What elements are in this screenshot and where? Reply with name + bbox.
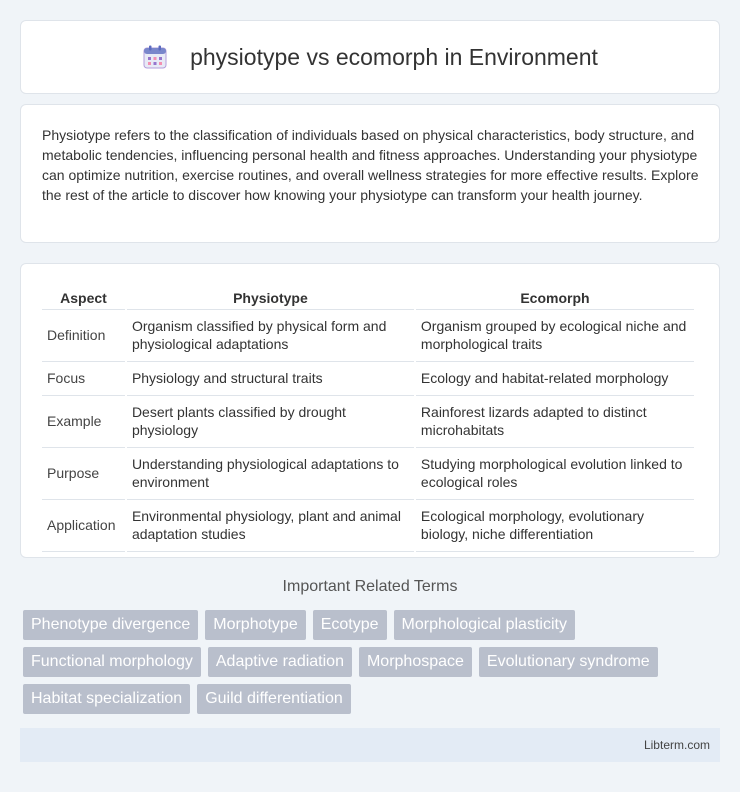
row-physiotype: Physiology and structural traits <box>127 362 414 396</box>
header-physiotype: Physiotype <box>127 286 414 310</box>
related-term-tag[interactable]: Adaptive radiation <box>208 647 352 677</box>
page-title: physiotype vs ecomorph in Environment <box>190 43 598 70</box>
related-term-tag[interactable]: Evolutionary syndrome <box>479 647 658 677</box>
related-term-tag[interactable]: Guild differentiation <box>197 684 351 714</box>
row-aspect: Focus <box>42 362 125 396</box>
comparison-table <box>40 286 696 552</box>
table-row <box>42 310 694 362</box>
row-ecomorph: Rainforest lizards adapted to distinct microhabitats <box>416 396 694 448</box>
table-header-row <box>42 286 694 310</box>
row-physiotype: Understanding physiological adaptations to environment <box>127 448 414 500</box>
intro-card <box>20 104 720 243</box>
header-card <box>20 20 720 94</box>
related-term-tag[interactable]: Habitat specialization <box>23 684 190 714</box>
calendar-icon <box>142 44 168 70</box>
footer-site-link[interactable]: Libterm.com <box>643 738 710 752</box>
row-aspect: Application <box>42 500 125 552</box>
table-row <box>42 362 694 396</box>
row-physiotype: Organism classified by physical form and physiological adaptations <box>127 310 414 362</box>
row-aspect: Purpose <box>42 448 125 500</box>
header-aspect: Aspect <box>42 286 125 310</box>
related-term-tag[interactable]: Functional morphology <box>23 647 201 677</box>
related-term-tag[interactable]: Phenotype divergence <box>23 610 198 640</box>
related-terms-list <box>23 610 723 721</box>
row-physiotype: Environmental physiology, plant and animal adaptation studies <box>127 500 414 552</box>
row-aspect: Example <box>42 396 125 448</box>
table-row <box>42 448 694 500</box>
row-ecomorph: Ecology and habitat-related morphology <box>416 362 694 396</box>
row-ecomorph: Organism grouped by ecological niche and morphological traits <box>416 310 694 362</box>
related-term-tag[interactable]: Morphospace <box>359 647 472 677</box>
related-term-tag[interactable]: Morphological plasticity <box>394 610 575 640</box>
row-ecomorph: Studying morphological evolution linked to ecological roles <box>416 448 694 500</box>
row-aspect: Definition <box>42 310 125 362</box>
row-ecomorph: Ecological morphology, evolutionary biology, niche differentiation <box>416 500 694 552</box>
related-terms-title: Important Related Terms <box>282 578 458 595</box>
table-row <box>42 500 694 552</box>
related-term-tag[interactable]: Morphotype <box>205 610 306 640</box>
footer <box>20 728 720 762</box>
related-term-tag[interactable]: Ecotype <box>313 610 387 640</box>
header-ecomorph: Ecomorph <box>416 286 694 310</box>
comparison-table-card <box>20 263 720 558</box>
intro-text: Physiotype refers to the classification of individuals based on physical characteristics, body structure, and metabolic tendencies, influencing personal health and fitness approaches. Understanding your physiotype can optimize nutrition, exercise routines, and overall wellness strategies for more effective results. Explore the rest of the article to discover how knowing your physiotype can transform your health journey. <box>42 127 699 203</box>
table-row <box>42 396 694 448</box>
row-physiotype: Desert plants classified by drought physiology <box>127 396 414 448</box>
